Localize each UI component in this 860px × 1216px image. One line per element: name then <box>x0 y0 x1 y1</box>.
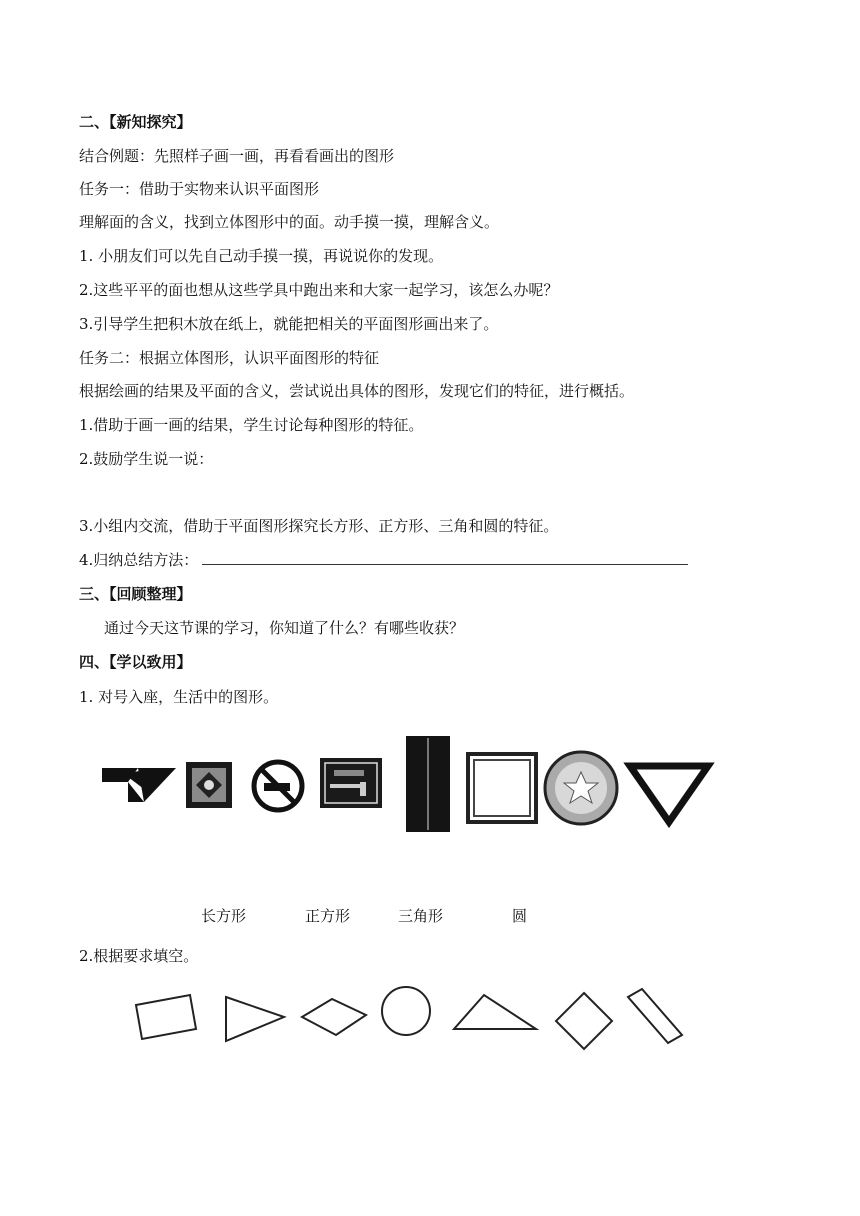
section3-heading: 三、【回顾整理】 <box>79 585 192 603</box>
tangram-image <box>102 768 176 802</box>
life-objects-figure <box>98 730 718 845</box>
no-smoking-sign-image <box>254 762 302 810</box>
paragraph: 2.这些平平的面也想从这些学具中跑出来和大家一起学习，该怎么办呢？ <box>79 281 559 299</box>
sign-board-image <box>320 758 382 808</box>
paragraph: 3.引导学生把积木放在纸上，就能把相关的平面图形画出来了。 <box>79 315 499 333</box>
diamond-square-shape <box>556 993 612 1049</box>
rhombus-shape <box>302 999 366 1035</box>
label-triangle: 三角形 <box>398 907 444 925</box>
paragraph: 理解面的含义，找到立体图形中的面。动手摸一摸，理解含义。 <box>79 213 500 231</box>
shapes-figure <box>130 985 690 1055</box>
paragraph: 通过今天这节课的学习，你知道了什么？有哪些收获？ <box>104 619 465 637</box>
square-frame-image <box>468 754 536 822</box>
paragraph: 1. 小朋友们可以先自己动手摸一摸，再说说你的发现。 <box>79 247 444 265</box>
label-rectangle: 长方形 <box>201 907 247 925</box>
label-circle: 圆 <box>512 907 528 925</box>
question-2: 2.根据要求填空。 <box>79 947 199 965</box>
tilted-bar-shape <box>628 989 682 1043</box>
section4-heading: 四、【学以致用】 <box>79 653 192 671</box>
triangle-sign-image <box>630 766 708 822</box>
paragraph: 1.借助于画一画的结果，学生讨论每种图形的特征。 <box>79 416 424 434</box>
answer-blank[interactable] <box>202 550 688 565</box>
paragraph: 任务二：根据立体图形，认识平面图形的特征 <box>79 349 380 367</box>
label-square: 正方形 <box>305 907 351 925</box>
paragraph: 结合例题：先照样子画一画，再看看画出的图形 <box>79 147 395 165</box>
paragraph: 2.鼓励学生说一说： <box>79 450 214 468</box>
summary-line <box>79 550 688 570</box>
door-image <box>406 736 450 832</box>
triangle-shape <box>226 997 284 1041</box>
paragraph: 根据绘画的结果及平面的含义，尝试说出具体的图形，发现它们的特征，进行概括。 <box>79 382 635 400</box>
round-plate-image <box>545 752 617 824</box>
summary-label: 4.归纳总结方法： <box>79 551 199 569</box>
circle-shape <box>382 987 430 1035</box>
square-tile-image <box>186 762 232 808</box>
paragraph: 任务一：借助于实物来认识平面图形 <box>79 180 320 198</box>
question-1: 1. 对号入座，生活中的图形。 <box>79 688 279 706</box>
section2-heading: 二、【新知探究】 <box>79 113 192 131</box>
obtuse-triangle-shape <box>454 995 536 1029</box>
paragraph: 3.小组内交流，借助于平面图形探究长方形、正方形、三角和圆的特征。 <box>79 517 559 535</box>
tilted-rectangle-shape <box>136 995 196 1039</box>
